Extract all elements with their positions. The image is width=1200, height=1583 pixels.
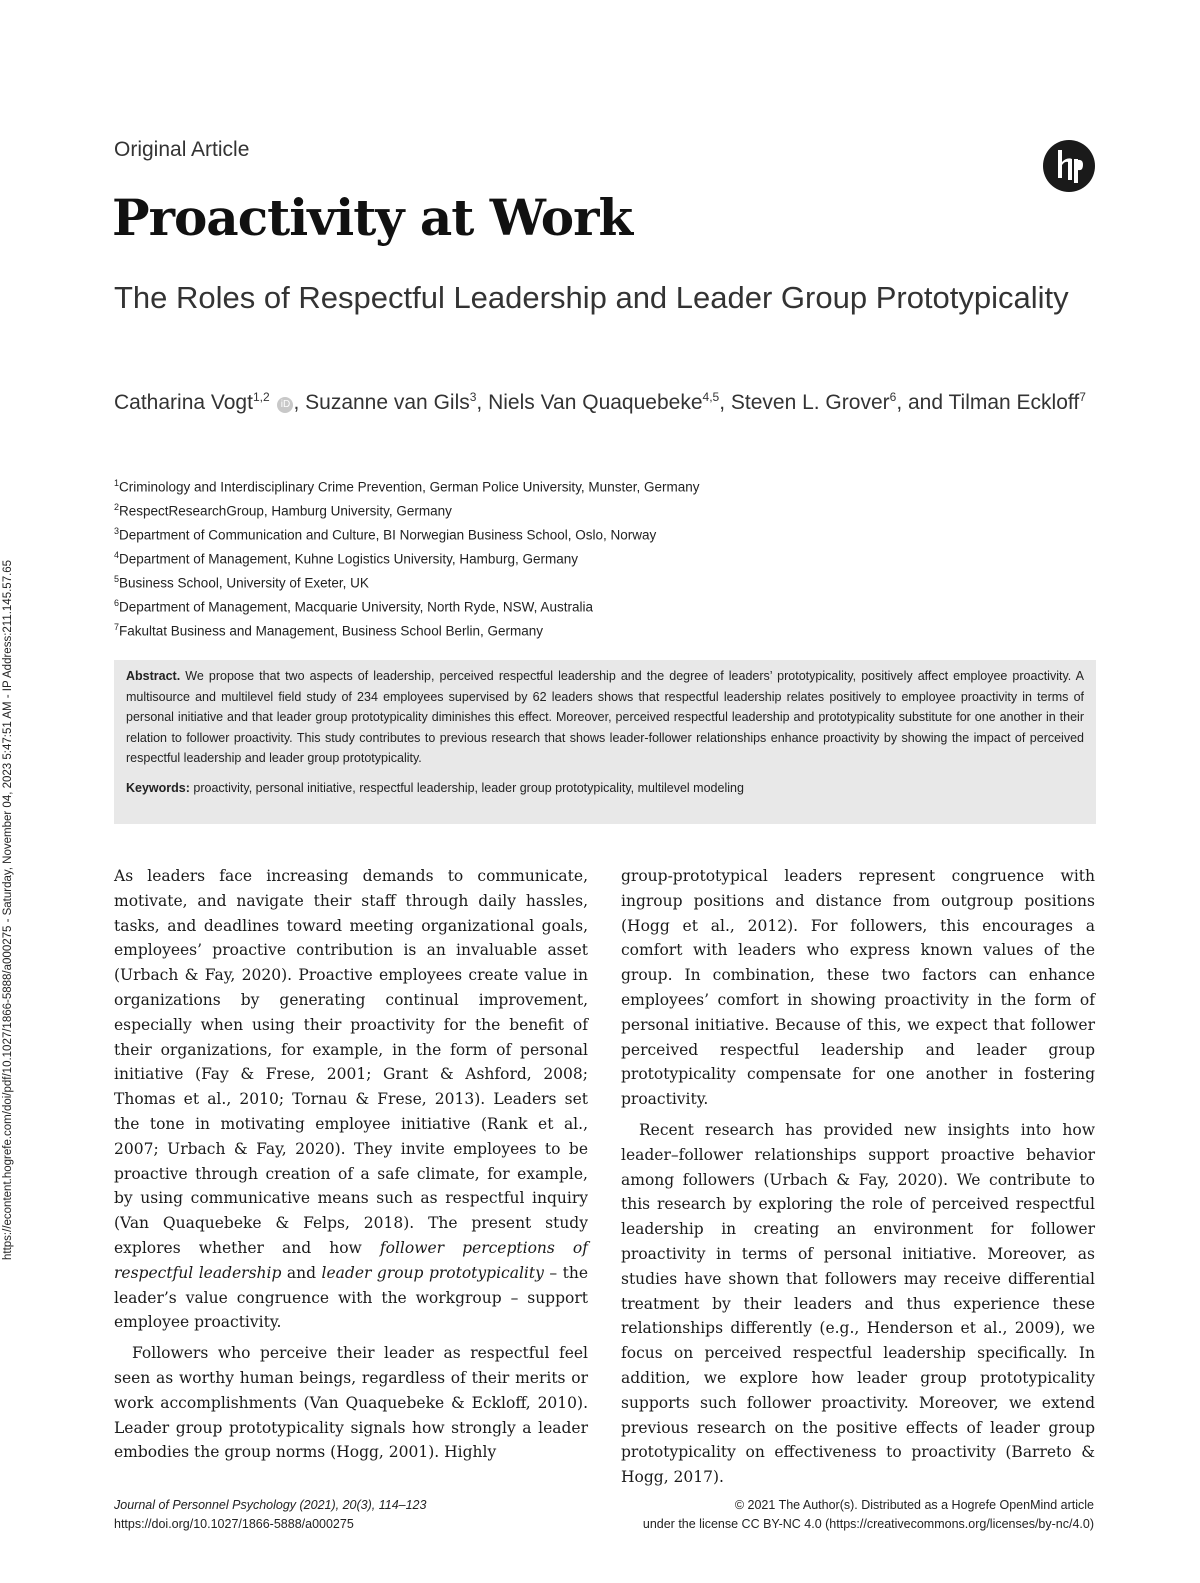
article-type: Original Article — [114, 138, 250, 161]
doi-link[interactable]: https://doi.org/10.1027/1866-5888/a000275 — [114, 1517, 354, 1531]
body-text: As leaders face increasing demands to communicate, motivate, and navigate their staff through daily hassles, tasks, and deadlines toward meeting organizational goals, employees’ proactive contribution is an invaluable asset (Urbach & Fay, 2020). Proactive employees create value in organizations by generating continual improvement, especially when using their proactivity for the benefit of their organizations, for example, in the form of personal initiative (Fay & Frese, 2001; Grant & Ashford, 2008; Thomas et al., 2010; Tornau & Frese, 2013). Leaders set the tone in motivating employee initiative (Rank et al., 2007; Urbach & Fay, 2020). They invite employees to be proactive through creation of a safe climate, for example, by using communicative means such as respectful inquiry (Van Quaquebeke & Felps, 2018). The present study explores whether and how — [114, 867, 588, 1257]
affiliation-item — [114, 570, 1014, 594]
download-stamp: https://econtent.hogrefe.com/doi/pdf/10.1027/1866-5888/a000275 - Saturday, November 04, 2023 5:47:51 AM - IP Address:211.145.57.65 — [2, 559, 14, 1260]
affiliation-number: 3 — [114, 526, 120, 536]
affiliation-item — [114, 594, 1014, 618]
body-text: – the leader’s value congruence with the workgroup – support employee proactivity. — [114, 1263, 588, 1332]
affiliation-text: RespectResearchGroup, Hamburg University, Germany — [119, 503, 452, 519]
body-paragraph — [114, 864, 588, 1335]
body-emphasis: leader group prototypicality — [321, 1263, 544, 1282]
article-subtitle: The Roles of Respectful Leadership and Leader Group Prototypicality — [114, 280, 1069, 315]
keywords-list: proactivity, personal initiative, respectful leadership, leader group prototypicality, multilevel modeling — [193, 780, 744, 795]
orcid-icon[interactable]: iD — [277, 397, 293, 413]
footer-license — [560, 1496, 1094, 1534]
keywords-label: Keywords: — [126, 780, 190, 795]
hogrefe-logo-icon — [1043, 140, 1095, 192]
body-column-right — [621, 864, 1095, 1490]
body-paragraph: Followers who perceive their leader as respectful feel seen as worthy human beings, regardless of their merits or work accomplishments (Van Quaquebeke & Eckloff, 2010). Leader group prototypicality signals how strongly a leader embodies the group norms (Hogg, 2001). Highly — [114, 1344, 588, 1462]
affiliation-number: 5 — [114, 574, 120, 584]
author-affil-ref: 7 — [1079, 390, 1086, 404]
affiliation-item — [114, 618, 1014, 642]
abstract-label: Abstract. — [126, 669, 181, 683]
author-affil-ref: 1,2 — [252, 390, 270, 404]
affiliation-text: Department of Communication and Culture, BI Norwegian Business School, Oslo, Norway — [119, 527, 657, 543]
logo-mark — [1043, 140, 1095, 192]
author-name: , Niels Van Quaquebeke — [476, 391, 703, 414]
author-name: , Steven L. Grover — [719, 391, 890, 414]
affiliation-item — [114, 522, 1014, 546]
affiliation-number: 4 — [114, 550, 120, 560]
affiliation-text: Department of Management, Macquarie University, North Ryde, NSW, Australia — [119, 599, 593, 615]
author-name: , Suzanne van Gils — [293, 391, 470, 414]
body-paragraph: Recent research has provided new insights into how leader–follower relationships support proactive behavior among followers (Urbach & Fay, 2020). We contribute to this research by exploring the role of perceived respectful leadership in creating an environment for follower proactivity in terms of personal initiative. Moreover, as studies have shown that followers may receive differential treatment by their leaders and thus experience these relationships differently (e.g., Henderson et al., 2009), we focus on perceived respectful leadership specifically. In addition, we explore how leader group prototypicality supports such follower proactivity. Moreover, we extend previous research on the positive effects of leader group prototypicality on effectiveness to proactivity (Barreto & Hogg, 2017). — [621, 1120, 1095, 1487]
keywords — [126, 778, 1084, 799]
affiliation-text: Business School, University of Exeter, UK — [119, 575, 369, 591]
author-affil-ref: 3 — [469, 390, 477, 404]
affiliation-text: Fakultat Business and Management, Business School Berlin, Germany — [119, 623, 543, 639]
abstract-text — [126, 666, 1084, 769]
body-text: and — [281, 1263, 322, 1282]
affiliation-number: 2 — [114, 502, 120, 512]
license-link[interactable]: under the license CC BY-NC 4.0 (https://creativecommons.org/licenses/by-nc/4.0) — [642, 1517, 1094, 1531]
author-name: Catharina Vogt — [114, 391, 253, 414]
affiliation-item — [114, 474, 1014, 498]
author-name: , and Tilman Eckloff — [896, 391, 1080, 414]
author-list — [114, 382, 1094, 418]
journal-citation: Journal of Personnel Psychology (2021), 20(3), 114–123 — [114, 1498, 427, 1512]
affiliation-number: 6 — [114, 598, 120, 608]
body-paragraph: group-prototypical leaders represent congruence with ingroup positions and distance from outgroup positions (Hogg et al., 2012). For followers, this encourages a comfort with leaders who express known values of the group. In combination, these two factors can enhance employees’ comfort in showing proactivity in the form of personal initiative. Because of this, we expect that follower perceived respectful leadership and leader group prototypicality compensate for one another in fostering proactivity. — [621, 867, 1095, 1109]
author-affil-ref: 4,5 — [702, 390, 720, 404]
affiliation-number: 7 — [114, 622, 120, 632]
body-emphasis: follower perceptions of respectful leadership — [114, 1238, 588, 1282]
affiliation-number: 1 — [114, 478, 120, 488]
footer-citation — [114, 1496, 426, 1534]
author-affil-ref: 6 — [889, 390, 897, 404]
body-column-left — [114, 864, 588, 1465]
affiliation-item — [114, 498, 1014, 522]
affiliation-item — [114, 546, 1014, 570]
affiliation-text: Department of Management, Kuhne Logistics University, Hamburg, Germany — [119, 551, 578, 567]
license-line: © 2021 The Author(s). Distributed as a Hogrefe OpenMind article — [734, 1498, 1094, 1512]
abstract-box — [114, 660, 1096, 824]
abstract-body: We propose that two aspects of leadership, perceived respectful leadership and the degree of leaders’ prototypicality, positively affect employee proactivity. A multisource and multilevel field study of 234 employees supervised by 62 leaders shows that respectful leadership relates positively to employee proactivity in terms of personal initiative and that leader group prototypicality diminishes this effect. Moreover, perceived respectful leadership and prototypicality substitute for one another in their relation to follower proactivity. This study contributes to previous research that shows leader-follower relationships enhance proactivity by showing the impact of perceived respectful leadership and leader group prototypicality. — [126, 669, 1084, 765]
affiliation-list — [114, 474, 1014, 642]
affiliation-text: Criminology and Interdisciplinary Crime Prevention, German Police University, Munster, Germany — [119, 479, 700, 495]
article-title: Proactivity at Work — [112, 188, 633, 247]
